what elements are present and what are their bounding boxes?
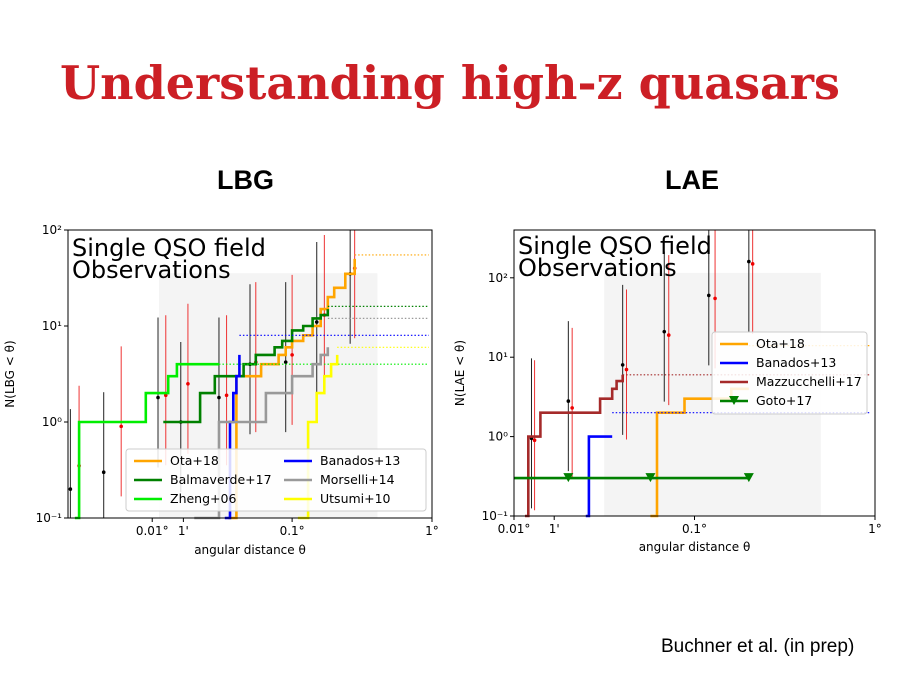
y-tick-label: 10⁻¹ xyxy=(481,509,508,523)
legend-label: Balmaverde+17 xyxy=(170,472,272,487)
x-tick-label: 0.01° xyxy=(497,522,531,536)
data-point xyxy=(290,353,294,357)
x-tick-label: 1' xyxy=(177,524,189,538)
x-axis-label: angular distance θ xyxy=(638,540,751,554)
data-point xyxy=(186,382,190,386)
x-tick-label: 0.01° xyxy=(135,524,169,538)
x-tick-label: 1' xyxy=(548,522,560,536)
legend-label: Morselli+14 xyxy=(320,472,395,487)
data-point xyxy=(156,396,160,400)
data-point xyxy=(225,393,229,397)
legend-label: Banados+13 xyxy=(320,453,401,468)
legend-label: Zheng+06 xyxy=(170,491,237,506)
legend-label: Goto+17 xyxy=(756,393,813,408)
y-tick-label: 10² xyxy=(487,270,508,285)
y-axis-label: N(LBG < θ) xyxy=(3,340,17,408)
data-point xyxy=(69,487,73,491)
data-point xyxy=(102,470,106,474)
lae-chart xyxy=(450,220,900,560)
lbg-heading: LBG xyxy=(217,165,274,195)
x-tick-label: 1° xyxy=(868,522,882,536)
data-point xyxy=(567,399,571,403)
data-point xyxy=(667,333,671,337)
y-tick-label: 10² xyxy=(41,223,62,237)
data-point xyxy=(751,262,755,266)
lae-heading: LAE xyxy=(665,165,719,195)
y-axis-label: N(LAE < θ) xyxy=(453,339,467,407)
data-point xyxy=(119,425,123,429)
data-point xyxy=(707,294,711,298)
y-tick-label: 10⁰ xyxy=(487,429,508,444)
data-point xyxy=(621,363,625,367)
y-tick-label: 10⁻¹ xyxy=(35,511,62,525)
legend-label: Utsumi+10 xyxy=(320,491,391,506)
data-point xyxy=(625,368,629,372)
legend-label: Banados+13 xyxy=(756,355,837,370)
panel-annotation: Observations xyxy=(72,256,231,284)
data-point xyxy=(217,396,221,400)
x-axis-label: angular distance θ xyxy=(194,543,306,557)
panel-annotation: Observations xyxy=(518,254,677,282)
legend-label: Ota+18 xyxy=(756,336,805,351)
citation-credit: Buchner et al. (in prep) xyxy=(661,636,855,657)
y-tick-label: 10⁰ xyxy=(41,415,62,429)
panel-annotation: Single QSO field xyxy=(72,234,266,262)
data-point xyxy=(570,406,574,410)
x-tick-label: 1° xyxy=(425,524,439,538)
legend-label: Mazzucchelli+17 xyxy=(756,374,862,389)
x-tick-label: 0.1° xyxy=(279,524,305,538)
y-tick-label: 10¹ xyxy=(487,350,508,365)
lbg-chart xyxy=(0,220,450,560)
data-point xyxy=(662,330,666,334)
data-point xyxy=(533,438,537,442)
y-tick-label: 10¹ xyxy=(41,319,62,333)
data-point xyxy=(284,360,288,364)
x-tick-label: 0.1° xyxy=(681,522,708,536)
data-point xyxy=(747,260,751,264)
legend-label: Ota+18 xyxy=(170,453,219,468)
data-point xyxy=(713,297,717,301)
slide-title: Understanding high-z quasars xyxy=(60,56,840,110)
data-point xyxy=(315,320,319,324)
panel-annotation: Single QSO field xyxy=(518,232,712,260)
